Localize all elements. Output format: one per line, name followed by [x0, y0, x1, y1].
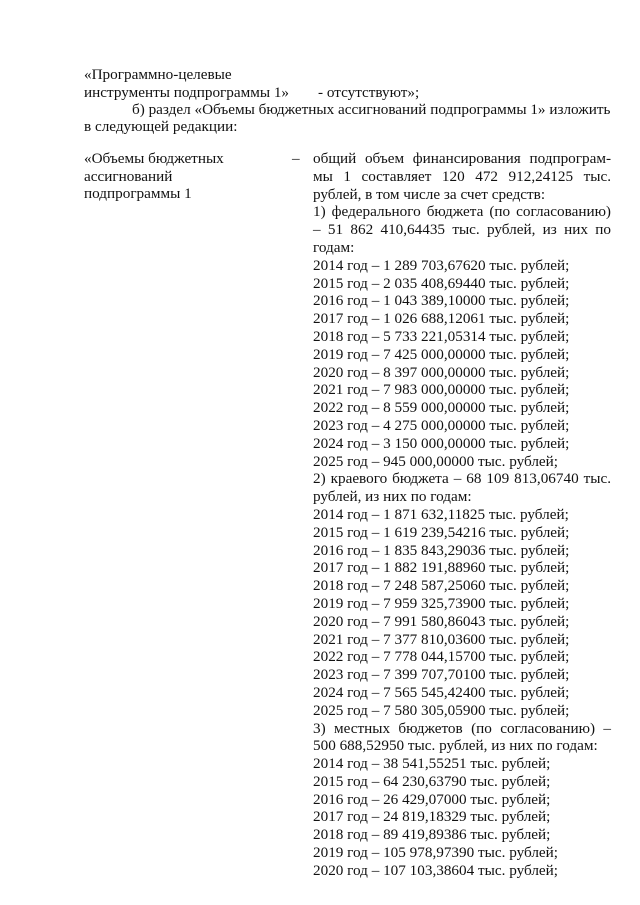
detail-line: 2024 год – 7 565 545,42400 тыс. рублей;: [313, 683, 570, 701]
detail-line: 2019 год – 105 978,97390 тыс. рублей;: [313, 844, 558, 862]
detail-line: 2014 год – 38 541,55251 тыс. рублей;: [313, 755, 551, 773]
detail-line: 2) краевого бюджета – 68 109 813,06740 тыс.: [313, 470, 611, 488]
detail-line: 2018 год – 7 248 587,25060 тыс. рублей;: [313, 577, 570, 595]
detail-line: 2020 год – 8 397 000,00000 тыс. рублей;: [313, 363, 570, 381]
detail-line: 2021 год – 7 377 810,03600 тыс. рублей;: [313, 630, 570, 648]
budget-label-line-3: подпрограммы 1: [84, 185, 192, 203]
detail-line: 2025 год – 945 000,00000 тыс. рублей;: [313, 452, 558, 470]
detail-line: 2014 год – 1 289 703,67620 тыс. рублей;: [313, 256, 570, 274]
detail-line: 2017 год – 1 026 688,12061 тыс. рублей;: [313, 310, 570, 328]
intro-line-4: в следующей редакции:: [84, 118, 238, 135]
detail-line: рублей, из них по годам:: [313, 488, 472, 506]
detail-line: 2022 год – 8 559 000,00000 тыс. рублей;: [313, 399, 570, 417]
detail-line: 2017 год – 1 882 191,88960 тыс. рублей;: [313, 559, 570, 577]
intro-line-2-right: - отсутствуют»;: [318, 84, 420, 101]
detail-line: 2024 год – 3 150 000,00000 тыс. рублей;: [313, 434, 570, 452]
separator-dash: –: [292, 150, 300, 167]
intro-line-1: «Программно-целевые: [84, 66, 232, 83]
detail-line: 500 688,52950 тыс. рублей, из них по годам:: [313, 737, 598, 755]
detail-line: рублей, в том числе за счет средств:: [313, 185, 546, 203]
detail-line: 2022 год – 7 778 044,15700 тыс. рублей;: [313, 648, 570, 666]
detail-line: 2019 год – 7 959 325,73900 тыс. рублей;: [313, 594, 570, 612]
detail-line: мы 1 составляет 120 472 912,24125 тыс.: [313, 167, 611, 185]
detail-line: 2016 год – 26 429,07000 тыс. рублей;: [313, 790, 551, 808]
detail-line: годам:: [313, 238, 355, 256]
detail-line: 2019 год – 7 425 000,00000 тыс. рублей;: [313, 345, 570, 363]
budget-label: [84, 150, 284, 203]
detail-line: 2018 год – 89 419,89386 тыс. рублей;: [313, 826, 551, 844]
detail-line: 2020 год – 7 991 580,86043 тыс. рублей;: [313, 612, 570, 630]
detail-line: 2015 год – 1 619 239,54216 тыс. рублей;: [313, 523, 570, 541]
detail-line: 2016 год – 1 835 843,29036 тыс. рублей;: [313, 541, 570, 559]
detail-line: 2016 год – 1 043 389,10000 тыс. рублей;: [313, 292, 570, 310]
intro-line-2-left: инструменты подпрограммы 1»: [84, 84, 290, 101]
detail-line: 2023 год – 4 275 000,00000 тыс. рублей;: [313, 416, 570, 434]
detail-line: 2021 год – 7 983 000,00000 тыс. рублей;: [313, 381, 570, 399]
detail-line: – 51 862 410,64435 тыс. рублей, из них по: [313, 221, 611, 239]
detail-line: 2018 год – 5 733 221,05314 тыс. рублей;: [313, 327, 570, 345]
detail-line: общий объем финансирования подпрограм-: [313, 150, 611, 167]
budget-label-line-2: ассигнований: [84, 167, 173, 185]
detail-line: 2015 год – 64 230,63790 тыс. рублей;: [313, 772, 551, 790]
detail-line: 2020 год – 107 103,38604 тыс. рублей;: [313, 861, 558, 879]
detail-line: 1) федерального бюджета (по согласованию): [313, 203, 611, 221]
detail-line: 2014 год – 1 871 632,11825 тыс. рублей;: [313, 505, 569, 523]
budget-details: [313, 150, 611, 880]
detail-line: 2025 год – 7 580 305,05900 тыс. рублей;: [313, 701, 570, 719]
detail-line: 3) местных бюджетов (по согласованию) –: [313, 719, 611, 737]
detail-line: 2023 год – 7 399 707,70100 тыс. рублей;: [313, 666, 570, 684]
budget-label-line-1: «Объемы бюджетных: [84, 150, 224, 167]
intro-line-3: б) раздел «Объемы бюджетных ассигнований подпрограммы 1» изложить: [132, 101, 611, 118]
detail-line: 2015 год – 2 035 408,69440 тыс. рублей;: [313, 274, 570, 292]
detail-line: 2017 год – 24 819,18329 тыс. рублей;: [313, 808, 551, 826]
